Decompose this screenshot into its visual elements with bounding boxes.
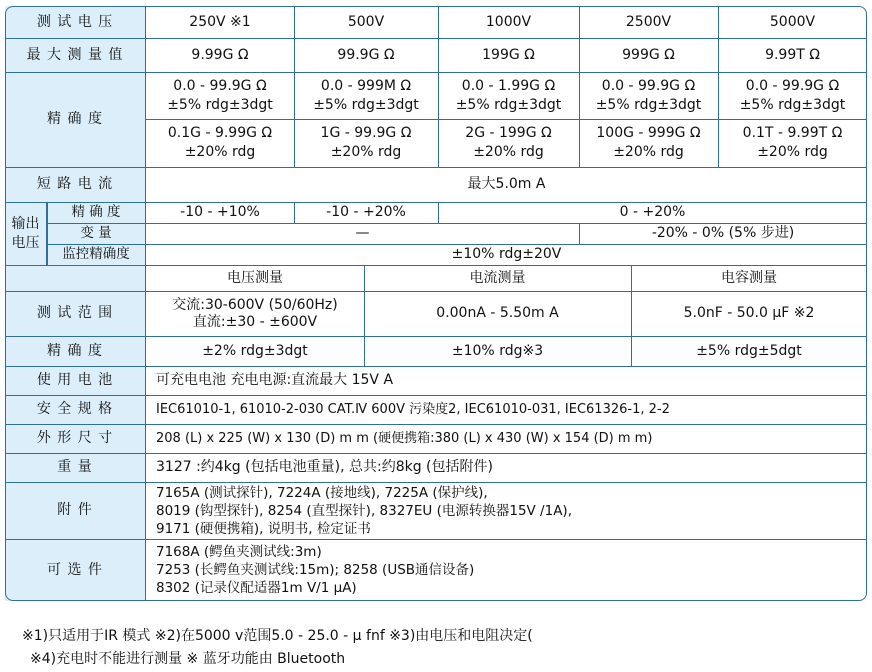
grid-line — [5, 482, 867, 483]
grid-line — [294, 202, 295, 223]
label-safety: 安 全 规 格 — [5, 395, 146, 424]
footnote-line: ※1)只适用于IR 模式 ※2)在5000 v范围5.0 - 25.0 - μ fnf ※3)由电压和电阻决定( — [22, 628, 533, 644]
accuracy-cell: 0.0 - 99.9G Ω ±5% rdg±3dgt — [739, 77, 846, 113]
label-options: 可 选 件 — [5, 539, 146, 601]
spec-table — [5, 6, 867, 601]
accuracy-cell: 0.0 - 999M Ω ±5% rdg±3dgt — [313, 77, 419, 113]
out-change-low: — — [355, 225, 370, 241]
safety-value: IEC61010-1, 61010-2-030 CAT.Ⅳ 600V 污染度2, IEC61010-031, IEC61326-1, 2-2 — [156, 402, 670, 417]
accuracy-cell: 0.1T - 9.99T Ω ±20% rdg — [742, 125, 843, 160]
monitor-value: ±10% rdg±20V — [451, 246, 562, 262]
grid-line — [294, 6, 295, 167]
range-accuracy-voltage: ±2% rdg±3dgt — [202, 342, 308, 359]
label-monitor: 监控精确度 — [47, 244, 146, 265]
grid-line — [718, 6, 719, 167]
label-dimensions: 外 形 尺 寸 — [5, 424, 146, 453]
grid-line — [47, 223, 867, 224]
grid-line — [5, 336, 867, 337]
accuracy-cell: 1G - 99.9G Ω ±20% rdg — [320, 125, 412, 160]
grid-line — [438, 6, 439, 167]
label-out-change: 变 量 — [47, 223, 146, 244]
grid-line — [146, 119, 867, 120]
max-value-cell: 9.99T Ω — [765, 46, 820, 63]
grid-line — [5, 291, 867, 292]
max-value-cell: 199G Ω — [482, 46, 535, 63]
weight-value: 3127 :约4kg (包括电池重量), 总共:约8kg (包括附件) — [156, 459, 493, 475]
label-range: 测 试 范 围 — [5, 291, 146, 336]
out-accuracy-500: -10 - +20% — [326, 204, 406, 220]
out-change-high: -20% - 0% (5% 步进) — [651, 225, 795, 241]
option-line: 7253 (长鳄鱼夹测试线:15m); 8258 (USB通信设备) — [156, 562, 475, 578]
accessory-line: 9171 (硬便携箱), 说明书, 检定证书 — [156, 520, 371, 537]
grid-line — [5, 38, 867, 39]
short-current-value: 最大5.0m A — [467, 176, 546, 192]
grid-line — [5, 202, 867, 203]
out-accuracy-high: 0 - +20% — [619, 204, 686, 220]
accessory-line: 7165A (测试探针), 7224A (接地线), 7225A (保护线), — [156, 484, 488, 501]
label-accuracy: 精 确 度 — [5, 72, 146, 167]
grid-line — [438, 202, 439, 223]
grid-line — [5, 72, 867, 73]
grid-line — [47, 202, 48, 265]
accuracy-cell: 0.0 - 99.9G Ω ±5% rdg±3dgt — [595, 77, 702, 113]
label-range-accuracy: 精 确 度 — [5, 336, 146, 366]
battery-value: 可充电电池 充电电源:直流最大 15V A — [156, 372, 394, 388]
max-value-cell: 999G Ω — [622, 46, 675, 63]
grid-line — [5, 424, 867, 425]
max-value-cell: 9.99G Ω — [191, 46, 249, 63]
label-max-value: 最 大 测 量 值 — [5, 38, 146, 72]
accuracy-cell: 2G - 199G Ω ±20% rdg — [465, 125, 552, 160]
label-short-current: 短 路 电 流 — [5, 167, 146, 202]
grid-line — [579, 6, 580, 167]
header-voltage-measure: 电压测量 — [227, 269, 283, 286]
range-accuracy-current: ±10% rdg※3 — [451, 342, 544, 359]
accuracy-cell: 0.1G - 9.99G Ω ±20% rdg — [167, 125, 273, 160]
grid-line — [364, 265, 365, 366]
option-line: 7168A (鳄鱼夹测试线:3m) — [156, 544, 322, 560]
out-accuracy-250: -10 - +10% — [180, 204, 260, 220]
label-test-voltage: 测 试 电 压 — [5, 6, 146, 38]
grid-line — [47, 244, 867, 245]
range-capacitance: 5.0nF - 50.0 μF ※2 — [683, 305, 815, 321]
max-value-cell: 99.9G Ω — [337, 46, 395, 63]
label-output-voltage: 输出 电压 — [5, 202, 47, 265]
header-current-measure: 电流测量 — [469, 269, 526, 286]
voltage-5000: 5000V — [769, 13, 816, 30]
accessory-line: 8019 (钩型探针), 8254 (直型探针), 8327EU (电源转换器15V /1A), — [156, 502, 572, 519]
range-current: 0.00nA - 5.50m A — [436, 305, 559, 321]
label-out-accuracy: 精 确 度 — [47, 202, 146, 223]
grid-line — [579, 223, 580, 244]
label-accessories: 附 件 — [5, 482, 146, 539]
footnote-line: ※4)充电时不能进行测量 ※ 蓝牙功能由 Bluetooth — [30, 651, 346, 667]
voltage-500: 500V — [347, 13, 385, 30]
options-list — [146, 539, 867, 601]
grid-line — [5, 167, 867, 168]
header-capacitance-measure: 电容测量 — [721, 269, 777, 286]
accuracy-cell: 0.0 - 1.99G Ω ±5% rdg±3dgt — [455, 77, 562, 113]
grid-line — [5, 265, 867, 266]
voltage-250: 250V ※1 — [189, 13, 251, 30]
grid-line — [5, 395, 867, 396]
range-voltage: 交流:30-600V (50/60Hz) 直流:±30 - ±600V — [172, 296, 338, 330]
accuracy-cell: 100G - 999G Ω ±20% rdg — [596, 125, 701, 160]
label-weight: 重 量 — [5, 453, 146, 482]
grid-line — [5, 366, 867, 367]
voltage-2500: 2500V — [625, 13, 672, 30]
option-line: 8302 (记录仪配适器1m V/1 μA) — [156, 580, 357, 596]
grid-line — [5, 539, 867, 540]
grid-line — [631, 265, 632, 366]
voltage-1000: 1000V — [485, 13, 532, 30]
measure-header-blank — [5, 265, 146, 291]
label-battery: 使 用 电 池 — [5, 366, 146, 395]
grid-line — [5, 453, 867, 454]
accuracy-cell: 0.0 - 99.9G Ω ±5% rdg±3dgt — [167, 77, 273, 113]
dimensions-value: 208 (L) x 225 (W) x 130 (D) m m (硬便携箱:380 (L) x 430 (W) x 154 (D) m m) — [156, 431, 653, 446]
accessories-list — [146, 482, 867, 539]
range-accuracy-capacitance: ±5% rdg±5dgt — [696, 342, 802, 359]
